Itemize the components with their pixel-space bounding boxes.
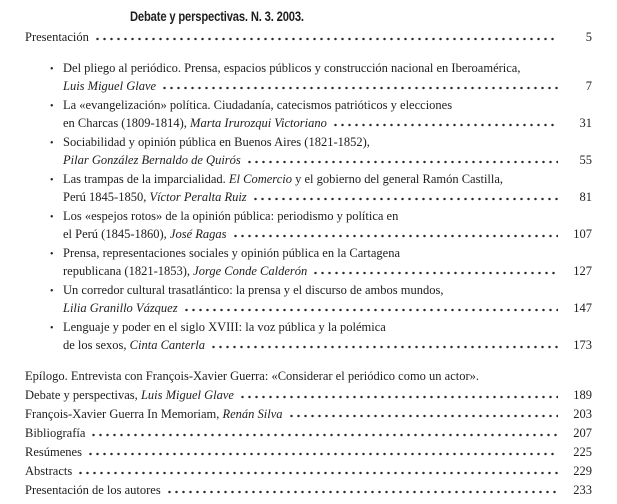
page-number: 127 <box>573 264 592 278</box>
toc-line <box>25 245 592 263</box>
toc-line <box>25 386 592 405</box>
dot-leader <box>161 86 558 90</box>
toc-line <box>25 97 592 115</box>
toc-line <box>25 263 592 280</box>
toc-entry <box>25 97 592 132</box>
entry-text <box>63 337 205 354</box>
bullet-icon: • <box>50 212 54 223</box>
dot-leader <box>232 234 558 238</box>
toc-entry <box>25 462 592 481</box>
toc-line <box>25 78 592 95</box>
entry-title-text: Resúmenes <box>25 445 82 459</box>
toc-line <box>25 152 592 169</box>
bullet-icon: • <box>50 323 54 334</box>
bullet-icon: • <box>50 286 54 297</box>
dot-leader <box>252 197 558 201</box>
bullet-icon: • <box>50 64 54 75</box>
entry-title-text: La «evangelización» política. Ciudadanía, catecismos patrióticos y elecciones <box>63 98 453 112</box>
toc-line <box>25 282 592 300</box>
author-name: El Comercio <box>228 172 292 186</box>
entry-text <box>25 386 234 405</box>
toc-back-section <box>25 367 592 500</box>
author-name: Luis Miguel Glave <box>63 79 157 93</box>
toc-line <box>25 134 592 152</box>
entry-title-text: Presentación <box>25 30 89 44</box>
entry-text <box>63 282 443 299</box>
entry-text <box>63 78 156 95</box>
page-number: 207 <box>573 426 592 440</box>
author-name: Jorge Conde Calderón <box>193 264 308 278</box>
author-name: Víctor Peralta Ruiz <box>149 190 247 204</box>
dot-leader <box>183 308 558 312</box>
toc-entry <box>25 208 592 243</box>
entry-text <box>63 263 307 280</box>
entry-title-text: y el gobierno del general Ramón Castilla, <box>291 172 504 186</box>
page-number: 107 <box>573 227 592 241</box>
entry-title-text: Abstracts <box>25 464 73 478</box>
entry-title-text: François-Xavier Guerra In Memoriam, <box>25 407 223 421</box>
journal-title: Debate y perspectivas. N. 3. 2003. <box>130 8 304 24</box>
page-number: 7 <box>585 79 592 93</box>
toc-line <box>25 367 592 386</box>
toc-entry <box>25 481 592 500</box>
author-name: Pilar González Bernaldo de Quirós <box>63 153 241 167</box>
entry-title-text: republicana (1821-1853), <box>63 264 194 278</box>
entry-title-text: Epílogo. Entrevista con François-Xavier Guerra: «Considerar el periódico como un actor». <box>25 369 480 383</box>
entry-text <box>63 208 398 225</box>
entry-title-text: Bibliografía <box>25 426 86 440</box>
toc-entry <box>25 60 592 95</box>
entry-text <box>25 29 89 46</box>
author-name: Renán Silva <box>222 407 283 421</box>
toc-entry <box>25 386 592 405</box>
entry-text <box>25 443 82 462</box>
entry-text <box>63 115 327 132</box>
entry-title-text: Sociabilidad y opinión pública en Buenos Aires (1821-1852), <box>63 135 370 149</box>
author-name: José Ragas <box>169 227 227 241</box>
entry-title-text: Prensa, representaciones sociales y opinión pública en la Cartagena <box>63 246 401 260</box>
dot-leader <box>90 433 558 437</box>
entry-text <box>25 405 283 424</box>
toc-entry <box>25 319 592 354</box>
entry-title-text: de los sexos, <box>63 338 130 352</box>
toc-entry <box>25 367 592 386</box>
page-number: 31 <box>579 116 592 130</box>
toc-line <box>25 481 592 500</box>
toc-entry <box>25 282 592 317</box>
dot-leader <box>246 160 558 164</box>
entry-text <box>63 97 452 114</box>
toc-entry <box>25 245 592 280</box>
dot-leader <box>87 452 558 456</box>
author-name: Luis Miguel Glave <box>140 388 234 402</box>
bullet-icon: • <box>50 175 54 186</box>
page-number: 81 <box>579 190 592 204</box>
entry-text <box>63 171 503 188</box>
entry-title-text: Del pliego al periódico. Prensa, espacios públicos y construcción nacional en Iberoamérica, <box>63 61 521 75</box>
toc-articles-section <box>25 60 592 354</box>
entry-text <box>63 152 241 169</box>
entry-text <box>63 60 520 77</box>
entry-text <box>63 134 370 151</box>
toc-entry <box>25 424 592 443</box>
entry-title-text: Las trampas de la imparcialidad. <box>63 172 229 186</box>
page-number: 203 <box>573 407 592 421</box>
page-number: 147 <box>573 301 592 315</box>
entry-title-text: Perú 1845-1850, <box>63 190 150 204</box>
toc-line <box>25 443 592 462</box>
toc-entry <box>25 134 592 169</box>
entry-text <box>25 367 479 386</box>
page-number: 5 <box>585 30 592 44</box>
bullet-icon: • <box>50 101 54 112</box>
entry-text <box>63 300 178 317</box>
toc-line <box>25 462 592 481</box>
entry-title-text: en Charcas (1809-1814), <box>63 116 191 130</box>
entry-title-text: Los «espejos rotos» de la opinión pública: periodismo y política en <box>63 209 399 223</box>
toc-line <box>25 405 592 424</box>
entry-text <box>25 481 161 500</box>
page-number: 55 <box>579 153 592 167</box>
author-name: Lilia Granillo Vázquez <box>63 301 178 315</box>
author-name: Cinta Canterla <box>129 338 206 352</box>
toc-line <box>25 300 592 317</box>
page-header <box>130 8 592 27</box>
entry-title-text: Un corredor cultural trasatlántico: la prensa y el discurso de ambos mundos, <box>63 283 444 297</box>
dot-leader <box>166 490 558 494</box>
page-number: 173 <box>573 338 592 352</box>
toc-line <box>25 171 592 189</box>
toc-entry <box>25 443 592 462</box>
page-number: 225 <box>573 445 592 459</box>
toc-line <box>25 319 592 337</box>
page-number: 189 <box>573 388 592 402</box>
dot-leader <box>332 123 558 127</box>
toc-line <box>25 115 592 132</box>
entry-text <box>25 462 72 481</box>
toc-line <box>25 29 592 46</box>
dot-leader <box>77 471 558 475</box>
entry-text <box>63 245 400 262</box>
bullet-icon: • <box>50 138 54 149</box>
toc-line <box>25 226 592 243</box>
toc-front-section <box>25 29 592 46</box>
page-number: 229 <box>573 464 592 478</box>
entry-title-text: el Perú (1845-1860), <box>63 227 170 241</box>
entry-text <box>63 189 247 206</box>
toc-entry <box>25 405 592 424</box>
toc-entry <box>25 171 592 206</box>
dot-leader <box>239 395 558 399</box>
toc-entry <box>25 29 592 46</box>
entry-text <box>63 226 227 243</box>
entry-text <box>25 424 85 443</box>
dot-leader <box>312 271 558 275</box>
page-number: 233 <box>573 483 592 497</box>
toc-line <box>25 424 592 443</box>
entry-title-text: Debate y perspectivas, <box>25 388 141 402</box>
toc-line <box>25 189 592 206</box>
toc-line <box>25 208 592 226</box>
entry-title-text: Lenguaje y poder en el siglo XVIII: la voz pública y la polémica <box>63 320 386 334</box>
toc-line <box>25 60 592 78</box>
dot-leader <box>210 345 558 349</box>
entry-title-text: Presentación de los autores <box>25 483 161 497</box>
dot-leader <box>288 414 558 418</box>
dot-leader <box>94 37 558 41</box>
author-name: Marta Irurozqui Victoriano <box>190 116 327 130</box>
entry-text <box>63 319 386 336</box>
bullet-icon: • <box>50 249 54 260</box>
toc-line <box>25 337 592 354</box>
